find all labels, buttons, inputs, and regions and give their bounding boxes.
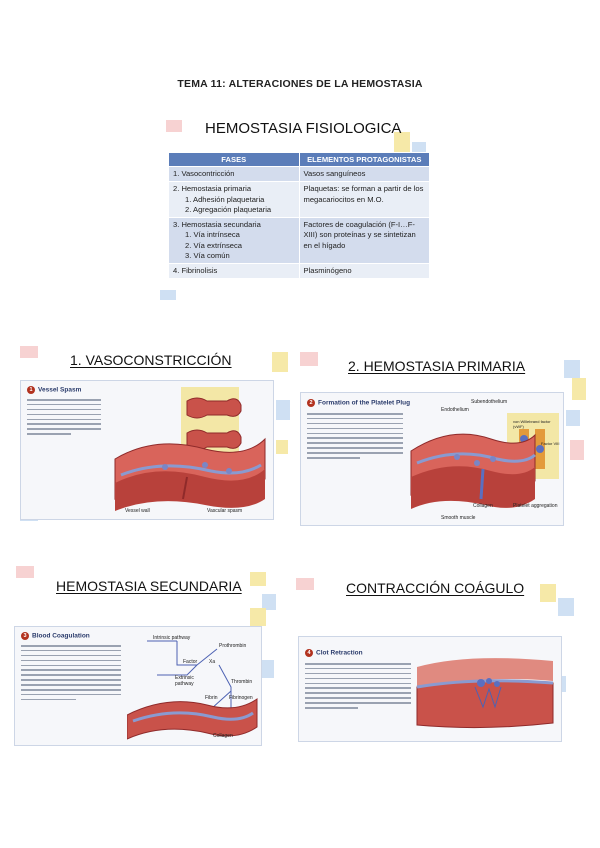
figure-label: von Willebrand factor (vWF) [513, 419, 551, 429]
decor-square [296, 578, 314, 590]
table-row [169, 264, 430, 279]
elements-cell: Factores de coagulación (F-I…F-XIII) son proteínas y se sintetizan en el hígado [299, 218, 430, 264]
vessel-wall [417, 681, 553, 728]
phase-cell: 2. Hemostasia primaria [173, 184, 252, 194]
panel-caption-text-lines [305, 663, 411, 712]
figure-label: Endothelium [441, 407, 469, 413]
illustration-panel-platelet-plug [300, 392, 564, 526]
decor-square [572, 378, 586, 400]
table-row [169, 167, 430, 182]
step-number-badge: 3 [21, 632, 29, 640]
elements-cell: Plaquetas: se forman a partir de los megacariocitos en M.O. [299, 182, 430, 218]
coagulation-cascade-illustration [127, 635, 259, 741]
phase-cell: 4. Fibrinolisis [173, 266, 218, 275]
slide-title-hemostasia-fisiologica: HEMOSTASIA FISIOLOGICA [205, 120, 402, 137]
panel-heading: Blood Coagulation [32, 632, 90, 640]
decor-square [250, 608, 266, 626]
figure-label: Platelet aggregation [513, 503, 558, 509]
figure-label: Fibrinogen [229, 695, 253, 701]
figure-label: Collagen [473, 503, 493, 509]
decor-square [566, 410, 580, 426]
document-title: TEMA 11: ALTERACIONES DE LA HEMOSTASIA [177, 78, 423, 90]
panel-caption-text-lines [21, 645, 121, 704]
phase-sub-item: 1. Adhesión plaquetaria [185, 194, 265, 204]
figure-label: Intrinsic pathway [153, 635, 191, 641]
panel-heading: Formation of the Platelet Plug [318, 399, 411, 407]
decor-square [262, 660, 274, 678]
figure-label: Vessel wall [125, 508, 150, 514]
step-number-badge: 1 [27, 386, 35, 394]
decor-square [540, 584, 556, 602]
figure-label: Xa [209, 659, 216, 665]
decor-square [276, 440, 288, 454]
table-row [169, 182, 430, 218]
column-header-elementos: ELEMENTOS PROTAGONISTAS [299, 153, 430, 167]
panel-heading: Vessel Spasm [38, 386, 82, 394]
table-row [169, 218, 430, 264]
panel-caption-text-lines [307, 413, 403, 462]
figure-label: Factor VIII [541, 441, 560, 446]
phase-cell: 1. Vasocontricción [173, 169, 235, 178]
slide-title-hemostasia-secundaria: HEMOSTASIA SECUNDARIA [56, 578, 242, 594]
slide-title-contraccion-coagulo: CONTRACCIÓN COÁGULO [346, 580, 525, 596]
figure-label: Extrinsic pathway [175, 675, 194, 687]
phase-cell: 3. Hemostasia secundaria [173, 220, 261, 229]
illustration-panel-blood-coagulation [14, 626, 262, 746]
phase-sub-item: 2. Agregación plaquetaria [185, 204, 272, 214]
clot-retraction-illustration [415, 647, 555, 733]
decor-square [20, 346, 38, 358]
slide-title-vasoconstriccion: 1. VASOCONSTRICCIÓN [70, 352, 232, 368]
slide-title-hemostasia-primaria: 2. HEMOSTASIA PRIMARIA [348, 358, 526, 374]
phase-sub-item: 2. Vía extrínseca [185, 240, 242, 250]
elements-cell: Vasos sanguíneos [299, 167, 430, 182]
decor-square [564, 360, 580, 378]
figure-label: Prothrombin [219, 643, 247, 649]
figure-label: Collagen [213, 733, 233, 739]
decor-square [570, 440, 584, 460]
decor-square [166, 120, 182, 132]
column-header-fases: FASES [169, 153, 300, 167]
vessel-spasm-illustration [105, 387, 269, 515]
decor-square [558, 598, 574, 616]
phase-sub-item: 3. Vía común [185, 250, 230, 260]
figure-label: Smooth muscle [441, 515, 476, 521]
illustration-panel-vessel-spasm [20, 380, 274, 520]
decor-square [16, 566, 34, 578]
figure-label: Subendothelium [471, 399, 508, 405]
decor-square [276, 400, 290, 420]
panel-heading: Clot Retraction [316, 649, 363, 657]
step-number-badge: 2 [307, 399, 315, 407]
platelet-dot [202, 462, 208, 468]
figure-label: Fibrin [205, 695, 218, 701]
figure-label: Thrombin [231, 679, 253, 685]
platelet-dot [226, 468, 232, 474]
figure-label: Vascular spasm [207, 508, 243, 514]
platelet-aggregate [481, 469, 483, 499]
decor-square [272, 352, 288, 372]
panel-caption-text-lines [27, 399, 101, 438]
platelet-dot [162, 464, 168, 470]
decor-square [250, 572, 266, 586]
decor-square [160, 290, 176, 300]
phase-sub-item: 1. Vía intrínseca [185, 230, 240, 240]
elements-cell: Plasminógeno [299, 264, 430, 279]
illustration-panel-clot-retraction [298, 636, 562, 742]
vessel-cross-section [187, 398, 241, 418]
phases-table [168, 152, 430, 279]
step-number-badge: 4 [305, 649, 313, 657]
decor-square [300, 352, 318, 366]
figure-label: Factor [183, 659, 198, 665]
